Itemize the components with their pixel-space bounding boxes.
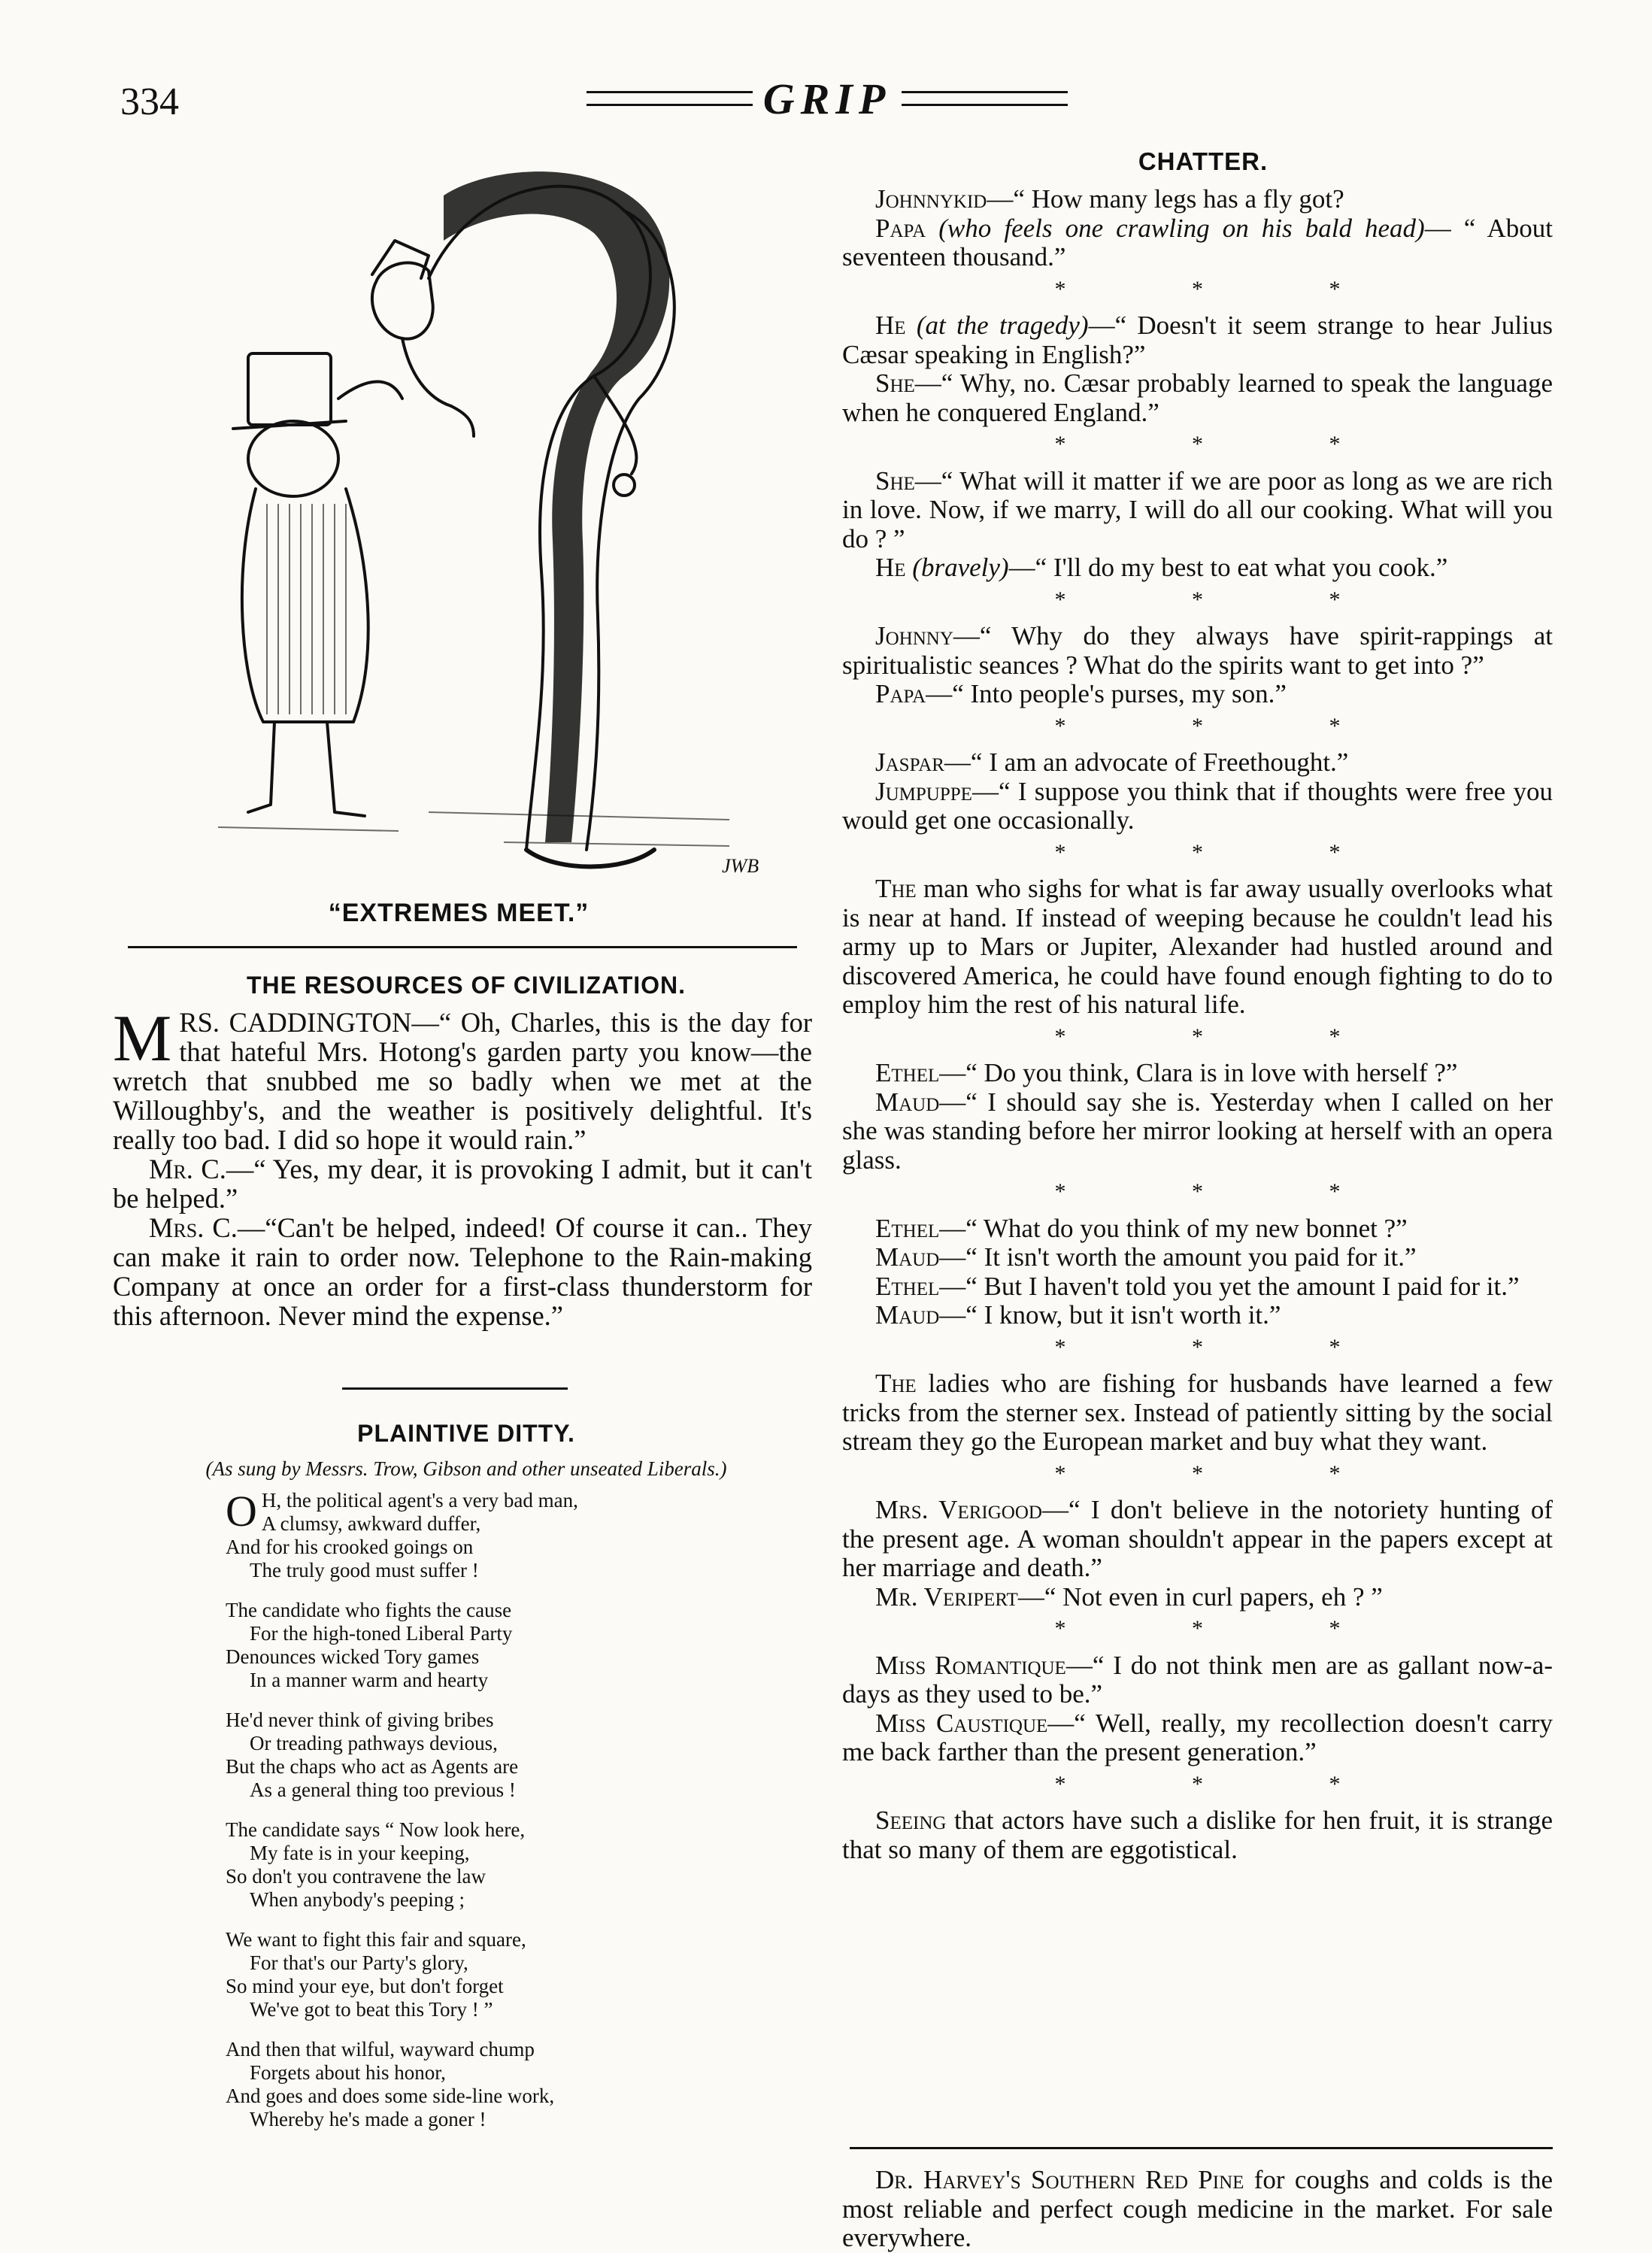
lead-word: The	[875, 1369, 917, 1398]
resources-paragraph-3	[113, 1213, 812, 1330]
speaker: Maud	[875, 1300, 940, 1330]
section-separator-stars: * * *	[1054, 713, 1401, 738]
speaker: Johnnykid	[875, 184, 987, 214]
ditty-stanza	[226, 1599, 767, 1692]
ditty-line: So mind your eye, but don't forget	[226, 1975, 504, 1997]
chatter-title: CHATTER.	[1138, 147, 1269, 175]
masthead-title: GRIP	[762, 74, 892, 123]
section-separator-stars: * * *	[1054, 1460, 1401, 1486]
ditty-line: My fate is in your keeping,	[250, 1842, 470, 1864]
ditty-line: He'd never think of giving bribes	[226, 1709, 494, 1731]
dialogue: —“ I know, but it isn't worth it.”	[939, 1300, 1281, 1330]
chatter-paragraph	[842, 778, 1553, 835]
resources-article	[113, 1002, 812, 1331]
speaker: Ethel	[875, 1271, 940, 1301]
chatter-paragraph	[842, 1088, 1553, 1175]
dialogue: —“ I don't believe in the notoriety hunting of the present age. A woman shouldn't appear in the papers except at her marriage and death.”	[842, 1495, 1553, 1582]
stage-direction: (who feels one crawling on his bald head)	[926, 213, 1425, 243]
advert-divider-rule	[850, 2147, 1553, 2149]
speaker: He	[875, 553, 906, 582]
section-separator-stars: * * *	[1054, 432, 1401, 456]
dialogue: —“ What do you think of my new bonnet ?”	[939, 1213, 1408, 1243]
dialogue: —“ Into people's purses, my son.”	[926, 679, 1287, 708]
ditty-line: The candidate says “ Now look here,	[226, 1818, 526, 1841]
chatter-paragraph	[842, 1709, 1553, 1767]
ditty-line: Denounces wicked Tory games	[226, 1645, 480, 1668]
dialogue: —“ I am an advocate of Freethought.”	[944, 747, 1349, 777]
cartoon-illustration	[203, 150, 790, 895]
ditty-title: PLAINTIVE DITTY.	[357, 1420, 575, 1447]
speaker: Jumpuppe	[875, 776, 972, 806]
chatter-paragraph	[842, 1301, 1553, 1330]
dialogue: ladies who are fishing for husbands have learned a few tricks from the sterner sex. Instead of patiently sitting by the social stream they go the European market and buy what they want.	[842, 1369, 1553, 1456]
ditty-subtitle: (As sung by Messrs. Trow, Gibson and other unseated Liberals.)	[205, 1457, 727, 1480]
dialogue: —“ Not even in curl papers, eh ? ”	[1017, 1581, 1383, 1612]
speaker: Mr. C.	[149, 1154, 226, 1184]
advertisement	[842, 2166, 1553, 2253]
advert-text: for coughs and colds is the most reliable and perfect cough medicine in the market. For sale everywhere.	[842, 2165, 1553, 2252]
stage-direction: (at the tragedy)	[905, 311, 1089, 340]
section-separator-stars: * * *	[1054, 1334, 1401, 1360]
advert-paragraph	[842, 2166, 1553, 2253]
speaker: He	[875, 311, 906, 340]
divider-rule	[128, 946, 797, 948]
masthead	[587, 72, 1068, 125]
dialogue: —“ Doesn't it seem strange to hear Julius Cæsar speaking in English?”	[842, 311, 1553, 369]
ditty-line: And then that wilful, wayward chump	[226, 2038, 535, 2060]
dialogue: —“ Why do they always have spirit-rappings at spiritualistic seances ? What do the spirits want to get into ?”	[842, 621, 1553, 680]
ditty-line: The truly good must suffer !	[250, 1559, 479, 1581]
dialogue: —“ What will it matter if we are poor as long as we are rich in love. Now, if we marry, I will do all our cooking. What will you do ? ”	[842, 465, 1553, 553]
speaker: Miss Caustique	[875, 1708, 1048, 1738]
ditty-stanza	[226, 1928, 767, 2021]
resources-paragraph-1	[113, 1002, 812, 1155]
chatter-column	[842, 185, 1553, 1864]
section-separator-stars: * * *	[1054, 276, 1401, 302]
stage-direction: (bravely)	[905, 553, 1009, 582]
ditty-poem	[226, 1489, 767, 2148]
ditty-line: As a general thing too previous !	[250, 1778, 516, 1801]
cartoon-caption: “EXTREMES MEET.”	[328, 899, 590, 927]
chatter-paragraph	[842, 1272, 1553, 1302]
masthead-rule-left	[587, 91, 753, 106]
speaker: Ethel	[875, 1058, 940, 1087]
speaker: Maud	[875, 1087, 940, 1117]
section-separator-stars: * * *	[1054, 1179, 1401, 1204]
ditty-line: Forgets about his honor,	[250, 2061, 446, 2084]
ditty-line: The candidate who fights the cause	[226, 1599, 512, 1621]
ditty-line: Whereby he's made a goner !	[250, 2108, 487, 2130]
speaker: Papa	[875, 679, 926, 708]
resources-title: THE RESOURCES OF CIVILIZATION.	[246, 972, 687, 999]
section-separator-stars: * * *	[1054, 1771, 1401, 1797]
advert-lead: Dr. Harvey's Southern Red Pine	[875, 2165, 1244, 2194]
lead-word: Seeing	[875, 1806, 947, 1835]
short-divider-rule	[342, 1387, 568, 1390]
chatter-paragraph	[842, 467, 1553, 554]
ditty-line: We've got to beat this Tory ! ”	[250, 1998, 493, 2021]
dialogue: —“ Do you think, Clara is in love with herself ?”	[939, 1058, 1458, 1087]
chatter-paragraph	[842, 680, 1553, 709]
cartoon-signature: JWB	[722, 855, 759, 877]
resources-paragraph-1-text: RS. CADDINGTON—“ Oh, Charles, this is the day for that hateful Mrs. Hotong's garden party you know—the wretch that snubbed me so badly when we met at the Willoughby's, and the weather is positively delightful. It's really too bad. I did so hope it would rain.”	[113, 1007, 812, 1155]
chatter-paragraph	[842, 1583, 1553, 1612]
dialogue: —“ I do not think men are as gallant now-a-days as they used to be.”	[842, 1650, 1553, 1709]
dialogue: that actors have such a dislike for hen fruit, it is strange that so many of them are eggotistical.	[842, 1806, 1553, 1864]
ditty-line: For the high-toned Liberal Party	[250, 1622, 513, 1645]
ditty-line: A clumsy, awkward duffer,	[261, 1512, 481, 1535]
ditty-line: So don't you contravene the law	[226, 1865, 487, 1888]
chatter-paragraph	[842, 185, 1553, 214]
chatter-paragraph	[842, 1651, 1553, 1709]
dialogue: — “ About seventeen thousand.”	[842, 213, 1553, 271]
dialogue: —“ It isn't worth the amount you paid for it.”	[939, 1242, 1417, 1272]
chatter-paragraph	[842, 1214, 1553, 1244]
dialogue: —“ Yes, my dear, it is provoking I admit, but it can't be helped.”	[113, 1154, 812, 1214]
chatter-paragraph	[842, 311, 1553, 369]
ditty-stanza	[226, 1818, 767, 1912]
chatter-paragraph	[842, 622, 1553, 680]
speaker: Mrs. C.	[149, 1212, 238, 1243]
speaker: She	[875, 368, 915, 398]
dialogue: —“ I suppose you think that if thoughts were free you would get one occasionally.	[842, 776, 1553, 835]
ditty-line: For that's our Party's glory,	[250, 1951, 468, 1974]
chatter-paragraph	[842, 553, 1553, 583]
dialogue: —“ I'll do my best to eat what you cook.”	[1008, 553, 1448, 582]
dialogue: man who sighs for what is far away usually overlooks what is near at hand. If instead of weeping because he couldn't lead his army up to Mars or Jupiter, Alexander had hustled around and discovered America, he could have found enough fighting to do to employ him the rest of his natural life.	[842, 874, 1553, 1019]
section-separator-stars: * * *	[1054, 839, 1401, 865]
chatter-paragraph	[842, 1496, 1553, 1583]
section-separator-stars: * * *	[1054, 1023, 1401, 1049]
speaker: Johnny	[875, 621, 953, 650]
page-number: 334	[120, 80, 179, 123]
speaker: Jaspar	[875, 747, 944, 777]
chatter-paragraph	[842, 875, 1553, 1020]
speaker: Maud	[875, 1242, 940, 1272]
speaker: Miss Romantique	[875, 1650, 1066, 1680]
ditty-line: But the chaps who act as Agents are	[226, 1755, 519, 1778]
section-separator-stars: * * *	[1054, 1616, 1401, 1641]
speaker: Mrs. Verigood	[875, 1495, 1042, 1524]
chatter-paragraph	[842, 1243, 1553, 1272]
speaker: Papa	[875, 213, 926, 243]
chatter-paragraph	[842, 1369, 1553, 1457]
dialogue: —“ Well, really, my recollection doesn't carry me back farther than the present generation.”	[842, 1708, 1553, 1766]
dialogue: —“ Why, no. Cæsar probably learned to speak the language when he conquered England.”	[842, 368, 1553, 427]
chatter-paragraph	[842, 1059, 1553, 1088]
chatter-paragraph	[842, 748, 1553, 778]
dialogue: —“ How many legs has a fly got?	[987, 184, 1344, 214]
ditty-stanza	[226, 2038, 767, 2131]
section-separator-stars: * * *	[1054, 587, 1401, 612]
speaker: Ethel	[875, 1213, 940, 1243]
speaker: She	[875, 465, 915, 496]
ditty-line: O H, the political agent's a very bad man,	[226, 1487, 578, 1536]
ditty-line: We want to fight this fair and square,	[226, 1928, 526, 1951]
resources-dropcap: M	[113, 1002, 172, 1075]
masthead-rule-right	[902, 91, 1068, 106]
dialogue: —“Can't be helped, indeed! Of course it can.. They can make it rain to order now. Telephone to the Rain-making Company at once an order for a first-class thunderstorm for this afternoon. Never mind the expense.”	[113, 1212, 812, 1331]
resources-paragraph-2	[113, 1154, 812, 1213]
ditty-dropcap: O	[226, 1487, 257, 1536]
ditty-line: When anybody's peeping ;	[250, 1888, 465, 1911]
ditty-stanza	[226, 1709, 767, 1802]
dialogue: —“ But I haven't told you yet the amount I paid for it.”	[939, 1271, 1520, 1301]
ditty-stanza	[226, 1489, 767, 1582]
dialogue: —“ I should say she is. Yesterday when I called on her she was standing before her mirror looking at herself with an opera glass.	[842, 1087, 1553, 1175]
ditty-line: Or treading pathways devious,	[250, 1732, 498, 1754]
ditty-line: And goes and does some side-line work,	[226, 2085, 555, 2107]
chatter-paragraph	[842, 369, 1553, 427]
lead-word: The	[875, 874, 917, 903]
ditty-line: In a manner warm and hearty	[250, 1669, 489, 1691]
chatter-paragraph	[842, 1806, 1553, 1864]
ditty-line: And for his crooked goings on	[226, 1536, 474, 1558]
chatter-paragraph	[842, 214, 1553, 272]
speaker: Mr. Veripert	[875, 1581, 1018, 1612]
